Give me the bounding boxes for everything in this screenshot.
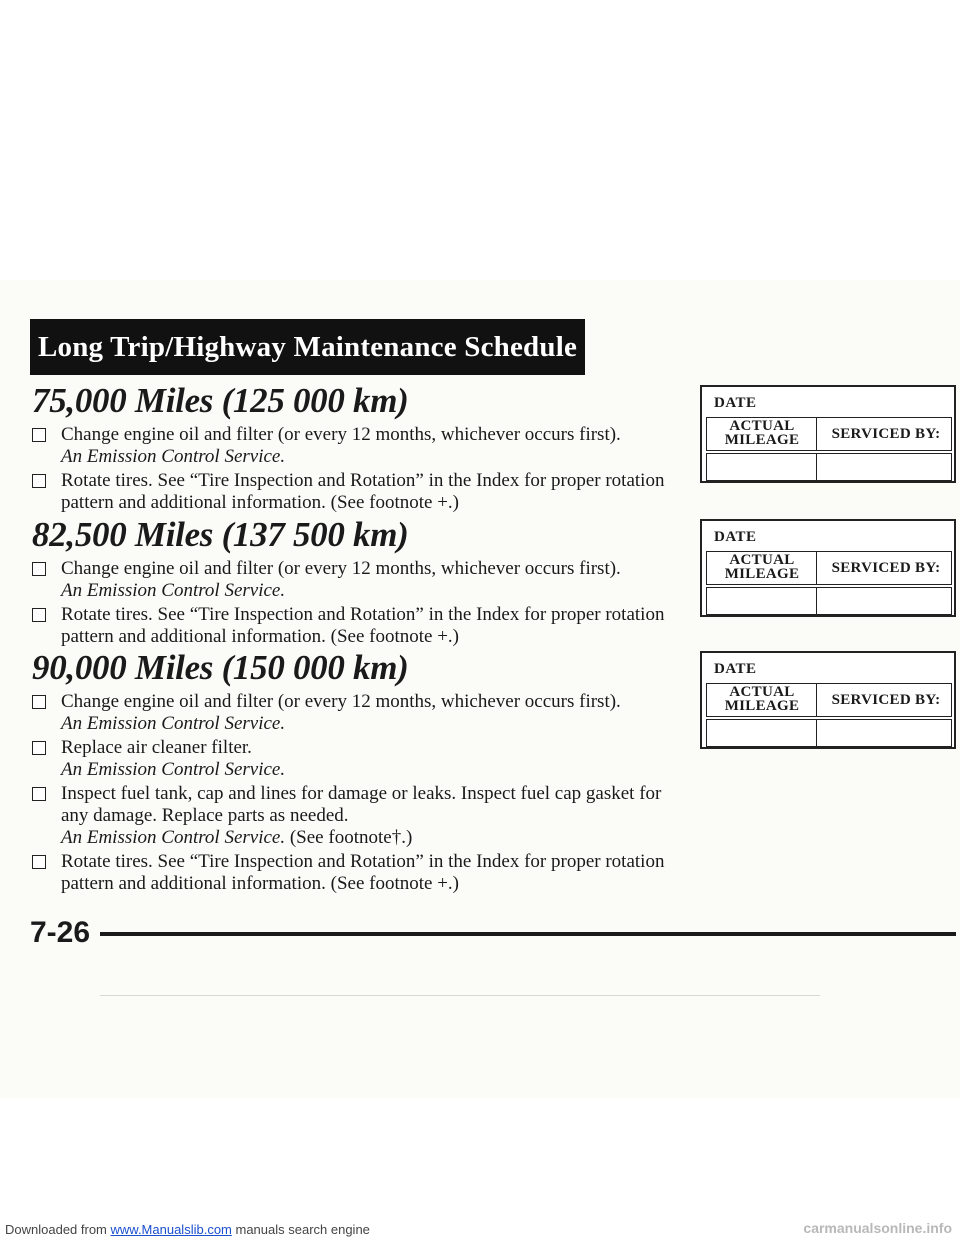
schedule-section-75000 [30,378,670,516]
entry-row [706,719,952,747]
mileage-label-line2: MILEAGE [724,698,800,714]
service-item [30,424,670,468]
service-item-note: An Emission Control Service. [61,580,286,601]
date-label: DATE [714,395,757,411]
mileage-cell [707,418,817,450]
mileage-label-line2: MILEAGE [724,566,800,582]
service-item-text: Change engine oil and filter (or every 12 months, whichever occurs first). [61,691,621,712]
mileage-entry-cell[interactable] [707,588,817,614]
mileage-label-line1: ACTUAL [729,684,795,700]
header-row [706,417,952,451]
page-number: 7-26 [30,916,91,949]
entry-row [706,587,952,615]
schedule-section-90000 [30,645,670,897]
service-item-text: Change engine oil and filter (or every 12 months, whichever occurs first). [61,558,621,579]
service-record-box [700,651,956,749]
checkbox-icon[interactable] [32,428,46,442]
mileage-cell [707,684,817,716]
footer-rule [100,932,956,936]
service-item [30,783,670,849]
date-label: DATE [714,529,757,545]
service-item-text: Change engine oil and filter (or every 12 months, whichever occurs first). [61,424,621,445]
watermark-prefix: Downloaded from [5,1222,111,1237]
schedule-section-82500 [30,512,670,650]
section-heading: 75,000 Miles (125 000 km) [32,381,409,420]
footnote-reference: (See footnote†.) [285,827,413,848]
service-item-text: Replace air cleaner filter. [61,737,252,758]
header-row [706,683,952,717]
download-watermark [5,1222,370,1237]
scan-artifact-line [100,995,820,996]
service-item-note: An Emission Control Service. [61,713,286,734]
checkbox-icon[interactable] [32,562,46,576]
section-heading: 90,000 Miles (150 000 km) [32,648,409,687]
service-item [30,470,670,514]
service-item-note: An Emission Control Service. [61,759,286,780]
header-row [706,551,952,585]
service-item [30,558,670,602]
section-banner: Long Trip/Highway Maintenance Schedule [30,319,585,375]
service-item-note [61,827,670,849]
service-item [30,851,670,895]
service-record-box [700,519,956,617]
mileage-cell [707,552,817,584]
serviced-by-label: SERVICED BY: [831,560,941,576]
top-margin [0,0,960,280]
mileage-label-line1: ACTUAL [729,552,795,568]
mileage-entry-cell[interactable] [707,454,817,480]
mileage-label [707,419,817,447]
mileage-label-line2: MILEAGE [724,432,800,448]
service-item-text: Inspect fuel tank, cap and lines for damage or leaks. Inspect fuel cap gasket for any damage. Replace parts as needed. [61,783,662,826]
checkbox-icon[interactable] [32,855,46,869]
section-heading: 82,500 Miles (137 500 km) [32,515,409,554]
emission-note: An Emission Control Service. [61,827,286,848]
date-label: DATE [714,661,757,677]
mileage-label-line1: ACTUAL [729,418,795,434]
service-item-text: Rotate tires. See “Tire Inspection and Rotation” in the Index for proper rotation pattern and additional information. (See footnote +.) [61,851,665,894]
serviced-by-label: SERVICED BY: [831,692,941,708]
mileage-label [707,553,817,581]
service-item-text: Rotate tires. See “Tire Inspection and Rotation” in the Index for proper rotation pattern and additional information. (See footnote +.) [61,470,665,513]
site-watermark: carmanualsonline.info [803,1220,952,1236]
service-item [30,737,670,781]
service-record-box [700,385,956,483]
checkbox-icon[interactable] [32,741,46,755]
checkbox-icon[interactable] [32,474,46,488]
checkbox-icon[interactable] [32,787,46,801]
service-item-note: An Emission Control Service. [61,446,286,467]
checkbox-icon[interactable] [32,608,46,622]
entry-row [706,453,952,481]
mileage-entry-cell[interactable] [707,720,817,746]
service-item-text: Rotate tires. See “Tire Inspection and Rotation” in the Index for proper rotation pattern and additional information. (See footnote +.) [61,604,665,647]
service-item [30,691,670,735]
watermark-suffix: manuals search engine [231,1222,370,1237]
service-item [30,604,670,648]
mileage-label [707,685,817,713]
serviced-by-label: SERVICED BY: [831,426,941,442]
manualslib-link[interactable]: www.Manualslib.com [110,1222,232,1237]
checkbox-icon[interactable] [32,695,46,709]
